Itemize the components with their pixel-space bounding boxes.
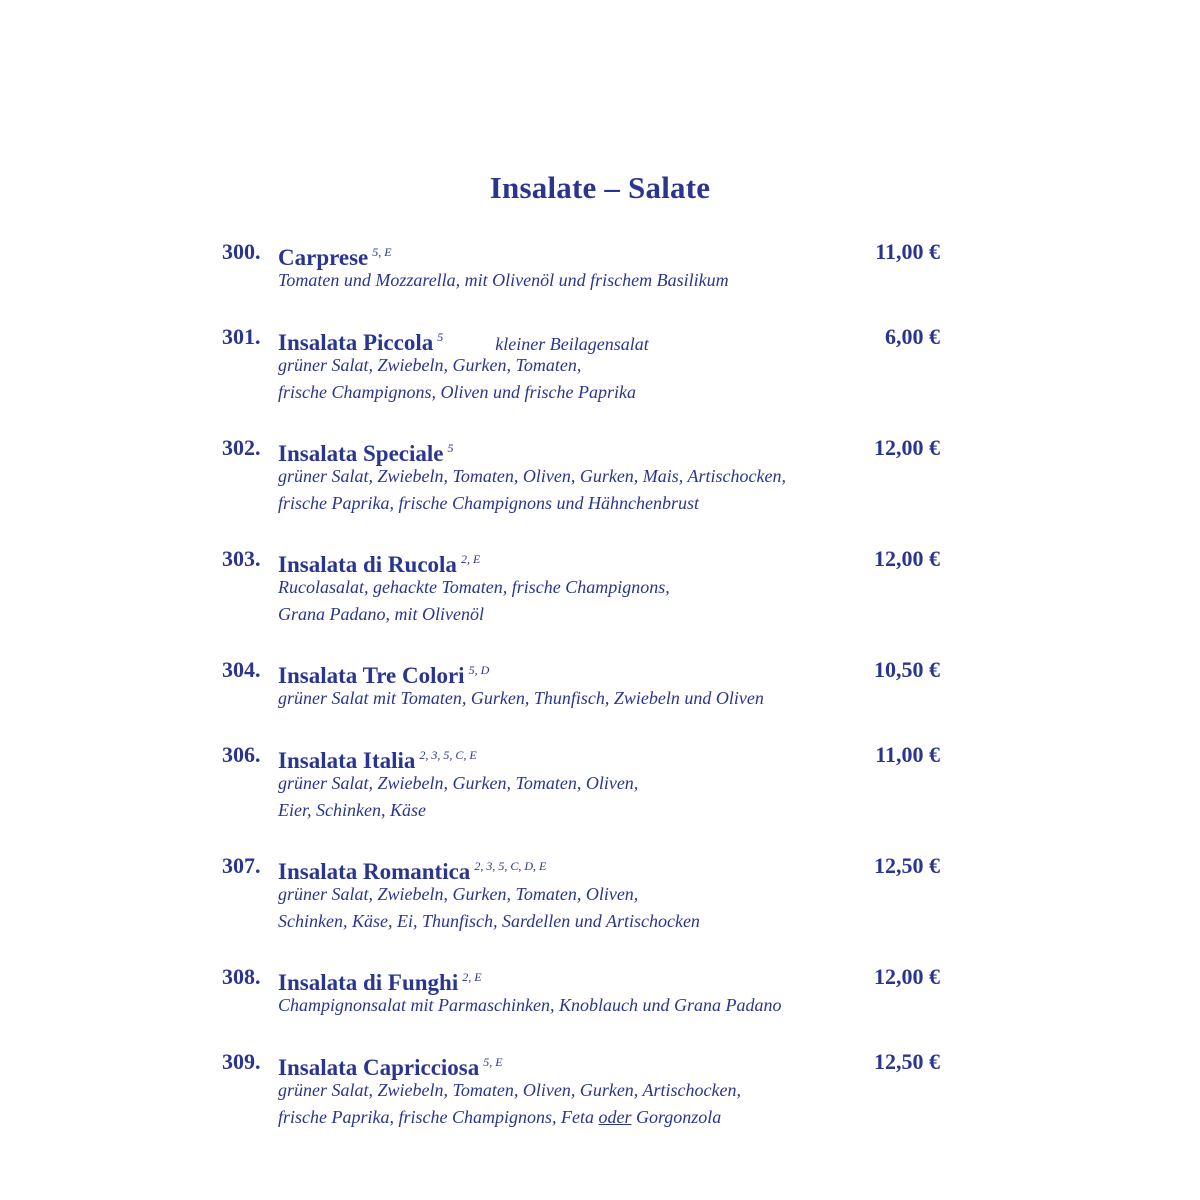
item-price: 12,50 € [874,853,940,878]
menu-item-header [222,237,942,270]
item-number: 303. [222,546,261,571]
item-number: 307. [222,853,261,878]
item-name: Insalata Piccola [278,330,434,355]
item-number: 301. [222,324,261,349]
item-description-line: grüner Salat, Zwiebeln, Tomaten, Oliven, Gurken, Mais, Artischocken, [278,466,786,486]
item-description-line: frische Paprika, frische Champignons und Hähnchenbrust [278,493,699,513]
item-allergens: 2, E [462,970,482,984]
item-description-text: frische Paprika, frische Champignons, Feta [278,1107,599,1127]
item-number: 306. [222,742,261,767]
item-description-line: grüner Salat, Zwiebeln, Tomaten, Oliven, Gurken, Artischocken, [278,1080,741,1100]
item-description-line: grüner Salat, Zwiebeln, Gurken, Tomaten, [278,355,582,375]
item-number: 300. [222,239,261,264]
item-name-wrap [278,1047,503,1083]
item-price: 11,00 € [875,742,940,767]
menu-item-header [222,544,942,577]
item-description-line: Rucolasalat, gehackte Tomaten, frische Champignons, [278,577,670,597]
page-title: Insalate – Salate [489,170,711,205]
menu-item-309 [222,1047,942,1131]
item-name: Insalata Tre Colori [278,663,465,688]
item-description-line: frische Champignons, Oliven und frische Paprika [278,382,636,402]
item-price: 11,00 € [875,239,940,264]
item-description-line [278,1104,942,1131]
item-name-wrap [278,544,480,580]
item-name: Carprese [278,245,369,270]
item-price: 10,50 € [874,657,940,682]
item-name: Insalata Capricciosa [278,1055,480,1080]
item-allergens: 2, 3, 5, C, D, E [474,859,547,873]
item-allergens: 5 [447,441,454,455]
menu-item-307 [222,851,942,935]
item-description-line: Tomaten und Mozzarella, mit Olivenöl und frischem Basilikum [278,270,729,290]
item-allergens: 5, E [372,245,392,259]
item-price: 12,50 € [874,1049,940,1074]
menu-item-header [222,433,942,466]
item-description-line: grüner Salat, Zwiebeln, Gurken, Tomaten, Oliven, [278,773,639,793]
menu-item-301 [222,322,942,406]
item-description-line: grüner Salat mit Tomaten, Gurken, Thunfisch, Zwiebeln und Oliven [278,688,764,708]
menu-item-303 [222,544,942,628]
item-name: Insalata Speciale [278,441,444,466]
menu-item-306 [222,740,942,824]
menu-item-header [222,1047,942,1080]
item-allergens: 5 [437,330,444,344]
item-name-wrap [278,740,477,776]
item-name: Insalata Romantica [278,859,471,884]
menu-item-308 [222,962,942,1019]
item-description-line: Grana Padano, mit Olivenöl [278,604,484,624]
item-number: 304. [222,657,261,682]
menu-item-300 [222,237,942,294]
menu-item-header [222,851,942,884]
item-allergens: 2, 3, 5, C, E [419,748,477,762]
item-description-line: Champignonsalat mit Parmaschinken, Knoblauch und Grana Padano [278,995,782,1015]
menu-item-header [222,740,942,773]
item-description-underlined: oder [598,1107,632,1127]
item-name: Insalata di Funghi [278,970,459,995]
item-name-wrap [278,851,546,887]
item-name-wrap [278,237,392,273]
item-name: Insalata di Rucola [278,552,457,577]
item-allergens: 5, D [468,663,490,677]
item-price: 6,00 € [885,324,940,349]
item-number: 308. [222,964,261,989]
item-note: kleiner Beilagensalat [495,334,649,354]
item-name-wrap [278,962,482,998]
item-price: 12,00 € [874,964,940,989]
item-allergens: 5, E [483,1055,503,1069]
menu-item-header [222,962,942,995]
item-price: 12,00 € [874,435,940,460]
item-description-line: Schinken, Käse, Ei, Thunfisch, Sardellen und Artischocken [278,911,700,931]
item-description-text: Gorgonzola [631,1107,722,1127]
menu-item-302 [222,433,942,517]
menu-item-304 [222,655,942,712]
item-number: 302. [222,435,261,460]
item-price: 12,00 € [874,546,940,571]
item-description-line: Eier, Schinken, Käse [278,800,426,820]
item-name-wrap [278,655,489,691]
item-number: 309. [222,1049,261,1074]
menu-item-header [222,322,942,355]
menu-item-header [222,655,942,688]
item-allergens: 2, E [460,552,481,566]
item-name-wrap [278,322,649,359]
item-description-line: grüner Salat, Zwiebeln, Gurken, Tomaten, Oliven, [278,884,639,904]
item-name-wrap [278,433,453,469]
item-name: Insalata Italia [278,748,416,773]
